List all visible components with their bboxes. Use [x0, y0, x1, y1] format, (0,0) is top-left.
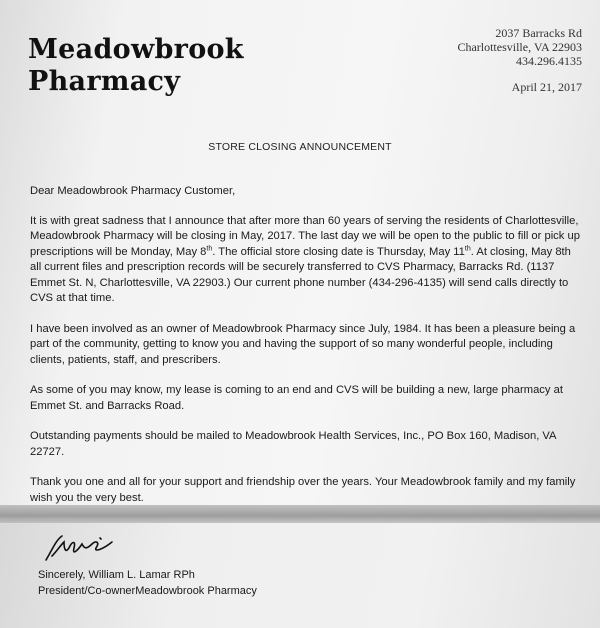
letter-heading: STORE CLOSING ANNOUNCEMENT [208, 141, 392, 153]
logo-line-1: Meadowbrook [28, 34, 244, 65]
paragraph-ownership: I have been involved as an owner of Meadowbrook Pharmacy since July, 1984. It has been a pleasure being a part of the community, getting to know you and having the support of so many wonderful people, including clients, patients, staff, and prescribers. [30, 322, 576, 366]
letter-date: April 21, 2017 [511, 80, 582, 94]
p1-sup-b: th [464, 244, 471, 252]
paragraph-thanks: Thank you one and all for your support and friendship over the years. Your Meadowbrook family and my family wish you the very best. [30, 476, 576, 504]
pharmacy-logo [28, 34, 244, 98]
signoff-name: Sincerely, William L. Lamar RPh [38, 569, 195, 581]
signature-image [42, 532, 132, 564]
letter-body [30, 184, 585, 521]
p1-part-b: . The official store closing date is Thursday, May 11 [212, 245, 465, 258]
logo-line-2: Pharmacy [28, 66, 181, 97]
p1-part-c: . At closing, May 8th all current files and prescription records will be securely transferred to CVS Pharmacy, Barracks Rd. (1137 Emmet St. N, Charlottesville, VA 22903.) Our current phone number (434-296-4135) will send calls directly to CVS at that time. [30, 245, 571, 304]
paragraph-lease: As some of you may know, my lease is coming to an end and CVS will be building a new, large pharmacy at Emmet St. and Barracks Road. [30, 384, 563, 412]
address-city: Charlottesville, VA 22903 [457, 40, 582, 54]
paragraph-payments: Outstanding payments should be mailed to Meadowbrook Health Services, Inc., PO Box 160, Madison, VA 22727. [30, 430, 556, 458]
salutation: Dear Meadowbrook Pharmacy Customer, [30, 185, 236, 197]
address-phone: 434.296.4135 [516, 54, 582, 68]
return-address [457, 26, 582, 68]
address-street: 2037 Barracks Rd [495, 26, 582, 40]
letter-closing [38, 567, 257, 599]
p1-sup-a: th [206, 244, 213, 252]
paragraph-closing-dates [30, 214, 585, 307]
signoff-title: President/Co-ownerMeadowbrook Pharmacy [38, 585, 257, 597]
p1-part-a: It is with great sadness that I announce that after more than 60 years of serving the residents of Charlottesville, Meadowbrook Pharmacy will be closing in May, 2017. The last day we will be open to the public to fill or pick up prescriptions will be Monday, May 8 [30, 214, 580, 258]
